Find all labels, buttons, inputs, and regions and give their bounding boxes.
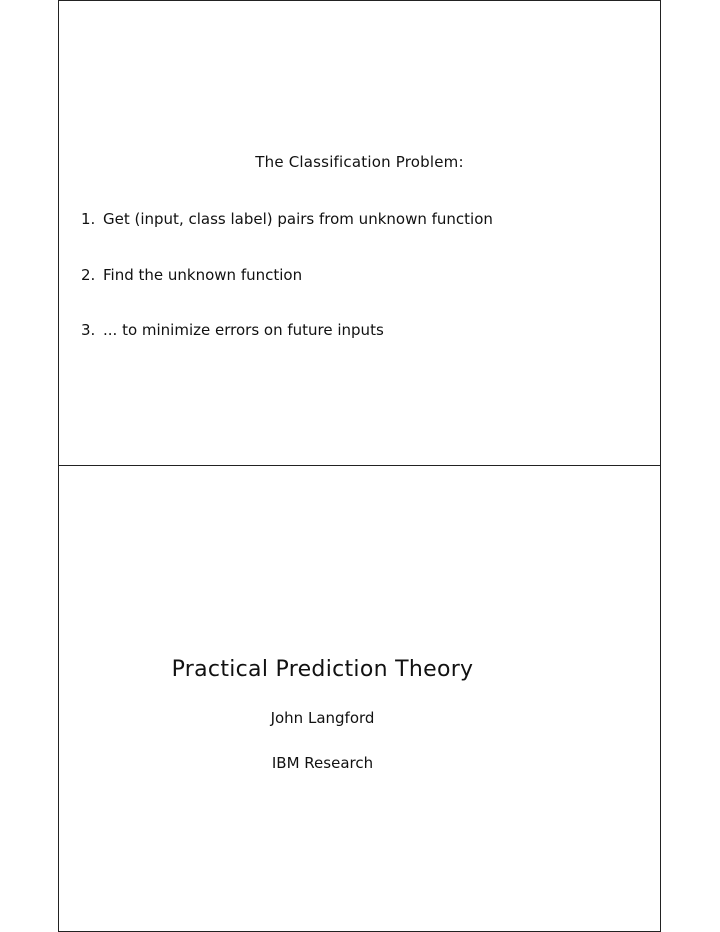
list-item-number: 1.: [81, 210, 96, 228]
list-item-text: Find the unknown function: [103, 265, 303, 284]
slide-title-page: [58, 465, 661, 932]
list-item-text: Get (input, class label) pairs from unknown function: [103, 210, 493, 228]
list-item-text: ... to minimize errors on future inputs: [103, 321, 384, 339]
list-item: [81, 209, 493, 265]
slide-classification-problem: [58, 0, 661, 466]
list-item: [81, 265, 493, 321]
author-affiliation: IBM Research: [271, 754, 374, 772]
numbered-list: [81, 209, 493, 376]
presentation-title: Practical Prediction Theory: [171, 657, 474, 682]
author-name: John Langford: [270, 709, 375, 727]
list-item-number: 2.: [81, 265, 96, 284]
list-item-number: 3.: [81, 321, 96, 339]
slide-heading: The Classification Problem:: [255, 153, 464, 171]
list-item: [81, 320, 493, 376]
